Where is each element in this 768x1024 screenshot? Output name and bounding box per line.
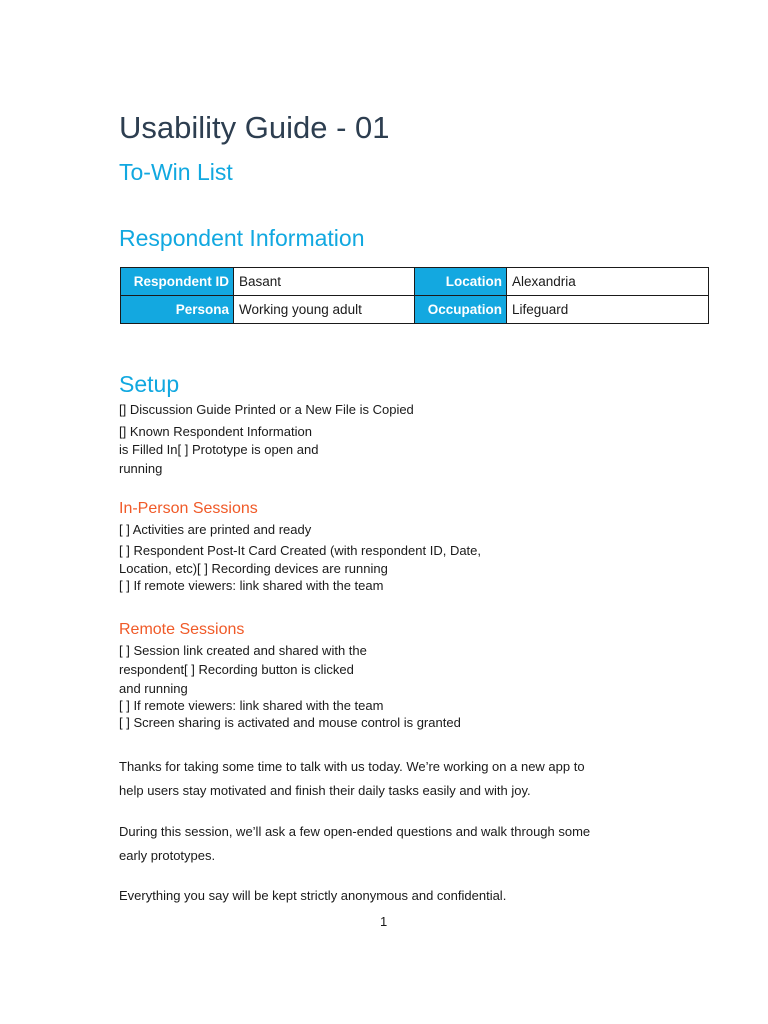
in-person-item: [ ] If remote viewers: link shared with the team [119,578,384,593]
remote-sessions-heading: Remote Sessions [119,621,245,638]
session-paragraph-line: early prototypes. [119,848,216,863]
document-title: Usability Guide - 01 [119,110,390,145]
remote-item: respondent[ ] Recording button is clicked [119,662,354,677]
persona-value: Working young adult [234,296,415,324]
respondent-information-heading: Respondent Information [119,225,365,251]
in-person-sessions-heading: In-Person Sessions [119,500,258,517]
setup-heading: Setup [119,371,180,397]
in-person-item: Location, etc)[ ] Recording devices are running [119,561,388,576]
in-person-item: [ ] Activities are printed and ready [119,522,312,537]
setup-item: running [119,461,163,476]
remote-item: and running [119,681,188,696]
page-number: 1 [380,914,388,929]
remote-item: [ ] If remote viewers: link shared with the team [119,698,384,713]
location-value: Alexandria [507,268,709,296]
respondent-id-value: Basant [234,268,415,296]
setup-item: is Filled In[ ] Prototype is open and [119,442,319,457]
setup-item: [] Known Respondent Information [119,424,312,439]
session-paragraph-line: During this session, we’ll ask a few open-ended questions and walk through some [119,824,591,839]
confidentiality-paragraph: Everything you say will be kept strictly anonymous and confidential. [119,888,507,903]
intro-paragraph-line: Thanks for taking some time to talk with us today. We’re working on a new app to [119,759,585,774]
occupation-label: Occupation [415,296,507,324]
remote-item: [ ] Screen sharing is activated and mouse control is granted [119,715,461,730]
occupation-value: Lifeguard [507,296,709,324]
intro-paragraph-line: help users stay motivated and finish their daily tasks easily and with joy. [119,783,531,798]
in-person-item: [ ] Respondent Post-It Card Created (with respondent ID, Date, [119,543,482,558]
table-row [121,268,709,296]
location-label: Location [415,268,507,296]
respondent-id-label: Respondent ID [121,268,234,296]
respondent-information-table [120,267,709,324]
document-subtitle: To-Win List [119,159,233,185]
persona-label: Persona [121,296,234,324]
remote-item: [ ] Session link created and shared with the [119,643,367,658]
table-row [121,296,709,324]
setup-item: [] Discussion Guide Printed or a New File is Copied [119,402,414,417]
